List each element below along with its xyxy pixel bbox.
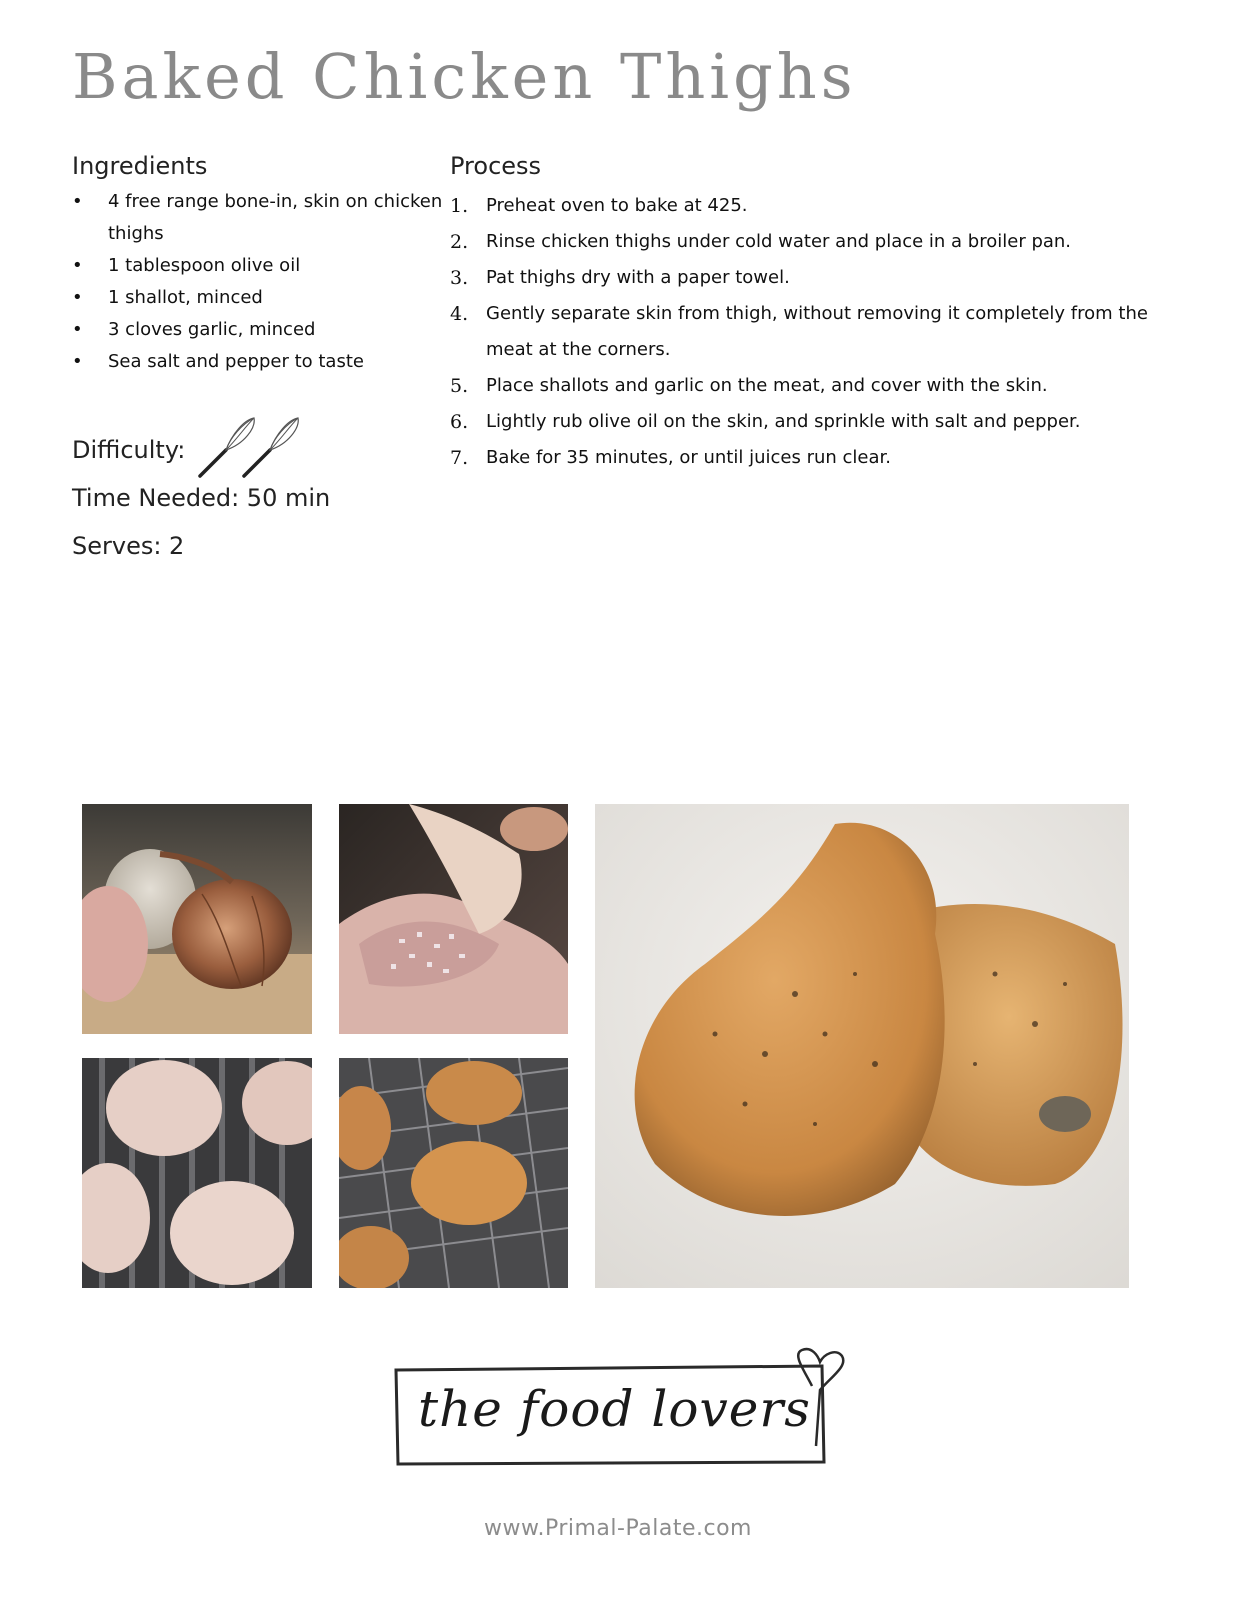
food-lovers-logo: [392, 1346, 848, 1470]
list-item: 6. Lightly rub olive oil on the skin, and sprinkle with salt and pepper.: [450, 411, 1081, 433]
list-item: 4. Gently separate skin from thigh, without removing it completely from the meat at the corners.: [450, 303, 1148, 360]
ingredients-heading: Ingredients: [72, 152, 208, 180]
time-needed: Time Needed: 50 min: [72, 484, 331, 512]
list-item: • 1 tablespoon olive oil: [72, 250, 444, 282]
bullet-icon: •: [72, 287, 83, 308]
baked-thighs-rack-photo: [339, 1058, 568, 1288]
list-item: 1. Preheat oven to bake at 425.: [450, 195, 748, 217]
process-list: [450, 188, 1170, 476]
list-item: • 1 shallot, minced: [72, 282, 444, 314]
serves: Serves: 2: [72, 532, 185, 560]
bullet-icon: •: [72, 351, 83, 372]
list-item: 2. Rinse chicken thighs under cold water and place in a broiler pan.: [450, 231, 1072, 253]
recipe-title: Baked Chicken Thighs: [72, 40, 857, 113]
whisk-icon: [244, 418, 298, 476]
difficulty-label: Difficulty:: [72, 436, 186, 464]
stuffing-skin-photo: [339, 804, 568, 1034]
bullet-icon: •: [72, 255, 83, 276]
difficulty-rating: [196, 414, 308, 480]
list-item: • 3 cloves garlic, minced: [72, 314, 444, 346]
list-item: 5. Place shallots and garlic on the meat, and cover with the skin.: [450, 375, 1048, 397]
whisk-icon: [200, 418, 254, 476]
bullet-icon: •: [72, 191, 83, 212]
raw-thighs-pan-photo: [82, 1058, 312, 1288]
footer-url[interactable]: www.Primal-Palate.com: [484, 1516, 752, 1541]
finished-thighs-photo: [595, 804, 1129, 1288]
process-heading: Process: [450, 152, 542, 180]
list-item: • 4 free range bone-in, skin on chicken thighs: [72, 186, 444, 250]
ingredients-list: [72, 186, 444, 378]
logo-text: the food lovers: [418, 1380, 811, 1438]
list-item: 3. Pat thighs dry with a paper towel.: [450, 267, 790, 289]
bullet-icon: •: [72, 319, 83, 340]
list-item: • Sea salt and pepper to taste: [72, 346, 444, 378]
shallots-photo: [82, 804, 312, 1034]
list-item: 7. Bake for 35 minutes, or until juices run clear.: [450, 447, 891, 469]
